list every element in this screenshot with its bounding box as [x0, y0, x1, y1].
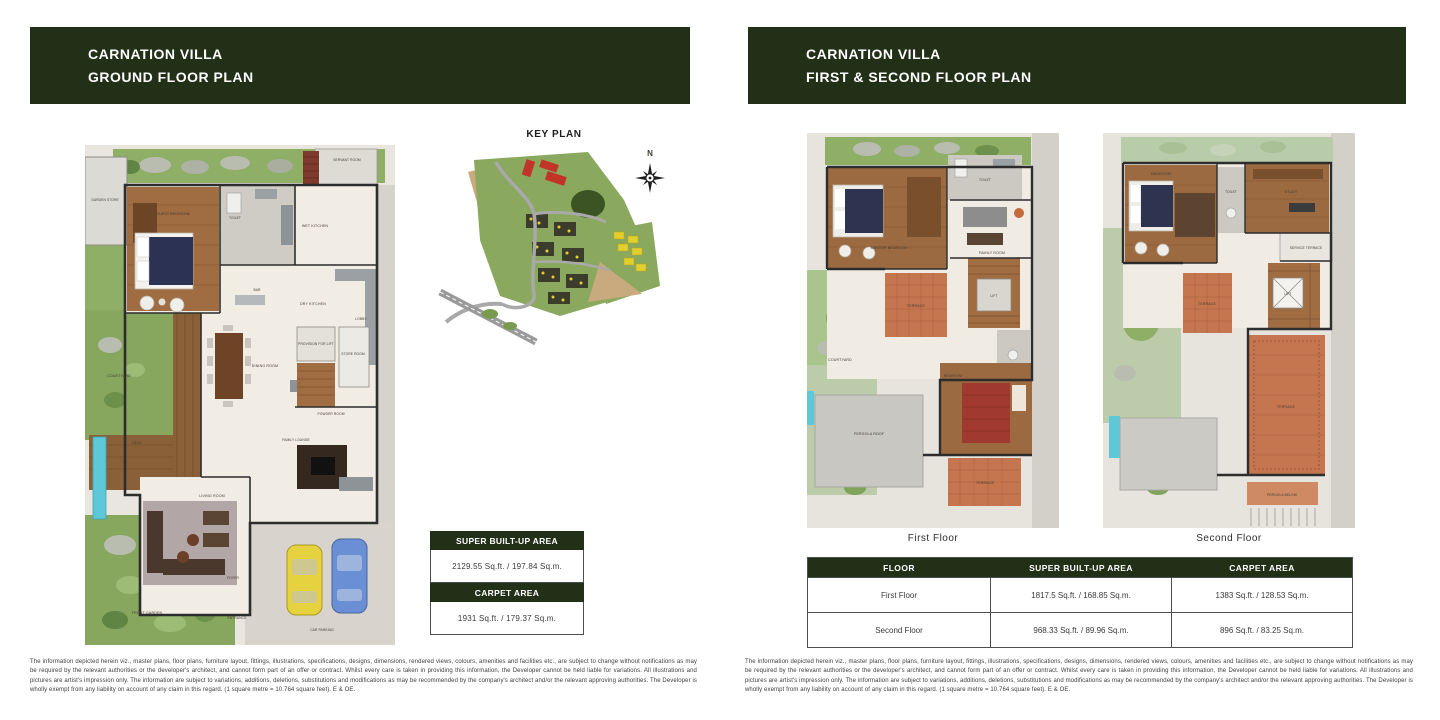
right-title-line1: CARNATION VILLA: [806, 46, 941, 63]
cell-sba: 1817.5 Sq.ft. / 168.85 Sq.m.: [991, 577, 1172, 612]
living-room-furniture: [143, 501, 237, 585]
first-floor-plan: [807, 133, 1059, 528]
super-built-up-area-value: 2129.55 Sq.ft. / 197.84 Sq.m.: [430, 550, 584, 583]
sf-bed: [1129, 181, 1173, 231]
label-entrance: ENTRANCE: [227, 616, 247, 620]
ff-pool-sliver: [807, 391, 814, 425]
label-toilet: TOILET: [228, 216, 242, 220]
sf-label-terrace: TERRACE: [1197, 302, 1217, 306]
cell-floor: First Floor: [808, 577, 991, 612]
label-store-room: STORE ROOM: [341, 352, 365, 356]
sf-label-lift: LIFT: [1284, 292, 1292, 296]
compass-north-label: N: [647, 149, 653, 158]
col-header-floor: FLOOR: [808, 558, 991, 577]
ff-label-bedroom: BEDROOM: [944, 374, 962, 378]
label-foyer: FOYER: [227, 576, 239, 580]
label-courtyard: COURTYARD: [107, 374, 131, 378]
floor-area-table: [807, 557, 1353, 648]
right-title-line2: FIRST & SECOND FLOOR PLAN: [806, 68, 1032, 85]
cell-sba: 968.33 Sq.ft. / 89.96 Sq.m.: [991, 612, 1172, 647]
ff-master-bed: [833, 185, 883, 237]
sf-roof-slab: [1120, 418, 1217, 490]
sf-label-bedroom: BEDROOM: [1151, 172, 1171, 176]
label-powder-room: POWDER ROOM: [317, 412, 345, 416]
label-servant-room: SERVANT ROOM: [333, 158, 361, 162]
label-deck: DECK: [132, 441, 142, 445]
disclaimer-right: The information depicted herein viz., master plans, floor plans, furniture layout, fittings, illustrations, specifications, designs, dimensions, rendered views, colours, amenities and facilities etc., are subject to change without notifications as may be required by the relevant authorities or the developer's architect, and cannot form part of an offer or contract. Whilst every care is taken in providing this information, the Developer cannot be held liable for variations. All illustrations and pictures are artist's impression only. The information are subject to variations, additions, deletions, substitutions and modifications as may be recommended by the company's architect and/or the relevant approving authorities. The Developer is wholly exempt from any liability on account of any claim in this regard. (1 square metre = 10.764 square feet). E & OE.: [745, 659, 1413, 693]
sf-label-terrace2: TERRACE: [1276, 405, 1296, 409]
carpet-area-header: CARPET AREA: [430, 583, 584, 602]
guest-bed: [135, 233, 193, 289]
label-dry-kitchen: DRY KITCHEN: [300, 302, 326, 306]
label-lobby: LOBBY: [355, 317, 367, 321]
label-bar: BAR: [253, 288, 261, 292]
table-row: [808, 577, 1352, 612]
disclaimer-left: The information depicted herein viz., master plans, floor plans, furniture layout, fittings, illustrations, specifications, designs, dimensions, rendered views, colours, amenities and facilities etc., are subject to change without notifications as may be required by the relevant authorities or the developer's architect, and cannot form part of an offer or contract. Whilst every care is taken in providing this information, the Developer cannot be held liable for variations. All illustrations and pictures are artist's impression only. The information are subject to variations, additions, deletions, substitutions and modifications as may be recommended by the company's architect and/or the relevant approving authorities. The Developer is wholly exempt from any liability on account of any claim in this regard. (1 square metre = 10.764 square feet). E & OE.: [30, 659, 697, 693]
ff-label-lift: LIFT: [990, 294, 998, 298]
left-title-line1: CARNATION VILLA: [88, 46, 223, 63]
sf-label-study: STUDY: [1284, 190, 1298, 194]
super-built-up-area-header: SUPER BUILT-UP AREA: [430, 531, 584, 550]
ff-label-toilet: TOILET: [978, 178, 992, 182]
first-floor-caption: First Floor: [907, 533, 959, 544]
sf-toilet-floor: [1217, 167, 1245, 233]
car-yellow: [287, 545, 322, 615]
area-summary-left: [430, 531, 584, 635]
label-garden-store: GARDEN STORE: [91, 198, 119, 202]
ground-floor-plan: [85, 145, 395, 645]
ff-label-pergola-roof: PERGOLA ROOF: [853, 432, 885, 436]
label-front-garden: FRONT GARDEN: [131, 611, 163, 615]
left-title-bar: [30, 27, 690, 104]
left-title-line2: GROUND FLOOR PLAN: [88, 68, 254, 85]
col-header-super-built-up: SUPER BUILT-UP AREA: [991, 558, 1172, 577]
col-header-carpet: CARPET AREA: [1172, 558, 1352, 577]
ff-label-terrace: TERRACE: [906, 304, 926, 308]
cell-floor: Second Floor: [808, 612, 991, 647]
label-family-lounge: FAMILY LOUNGE: [282, 438, 310, 442]
label-car-parking: CAR PARKING: [310, 628, 334, 632]
carpet-area-value: 1931 Sq.ft. / 179.37 Sq.m.: [430, 602, 584, 635]
car-blue: [332, 539, 367, 613]
sf-label-service-terrace: SERVICE TERRACE: [1289, 246, 1323, 250]
right-title-bar: [748, 27, 1406, 104]
ff-pergola-roof: [815, 395, 923, 487]
pool: [93, 437, 106, 519]
second-floor-plan: [1103, 133, 1355, 528]
ff-label-master-bedroom: MASTER BEDROOM: [870, 246, 908, 250]
label-dining-room: DINING ROOM: [251, 364, 279, 368]
cell-carpet: 896 Sq.ft. / 83.25 Sq.m.: [1172, 612, 1352, 647]
second-floor-caption: Second Floor: [1196, 533, 1262, 544]
sf-label-toilet: TOILET: [1224, 190, 1238, 194]
label-guest-bedroom: GUEST BEDROOM: [156, 212, 190, 216]
label-wet-kitchen: WET KITCHEN: [301, 224, 329, 228]
ff-family-sofa: [963, 207, 1007, 227]
cell-carpet: 1383 Sq.ft. / 128.53 Sq.m.: [1172, 577, 1352, 612]
label-living-room: LIVING ROOM: [199, 494, 225, 498]
ff-label-terrace2: TERRACE: [975, 481, 995, 485]
compass-icon: [634, 146, 666, 198]
table-row: [808, 612, 1352, 647]
ff-label-courtyard: COURTYARD: [828, 358, 852, 362]
sf-pool-sliver: [1109, 416, 1120, 458]
ff-label-family-room: FAMILY ROOM: [978, 251, 1006, 255]
sf-label-pergola-below: PERGOLA BELOW: [1267, 493, 1297, 497]
key-plan-title: KEY PLAN: [526, 129, 582, 140]
table-header-row: [808, 558, 1352, 577]
label-provision-for-lift: PROVISION FOR LIFT: [298, 342, 334, 346]
